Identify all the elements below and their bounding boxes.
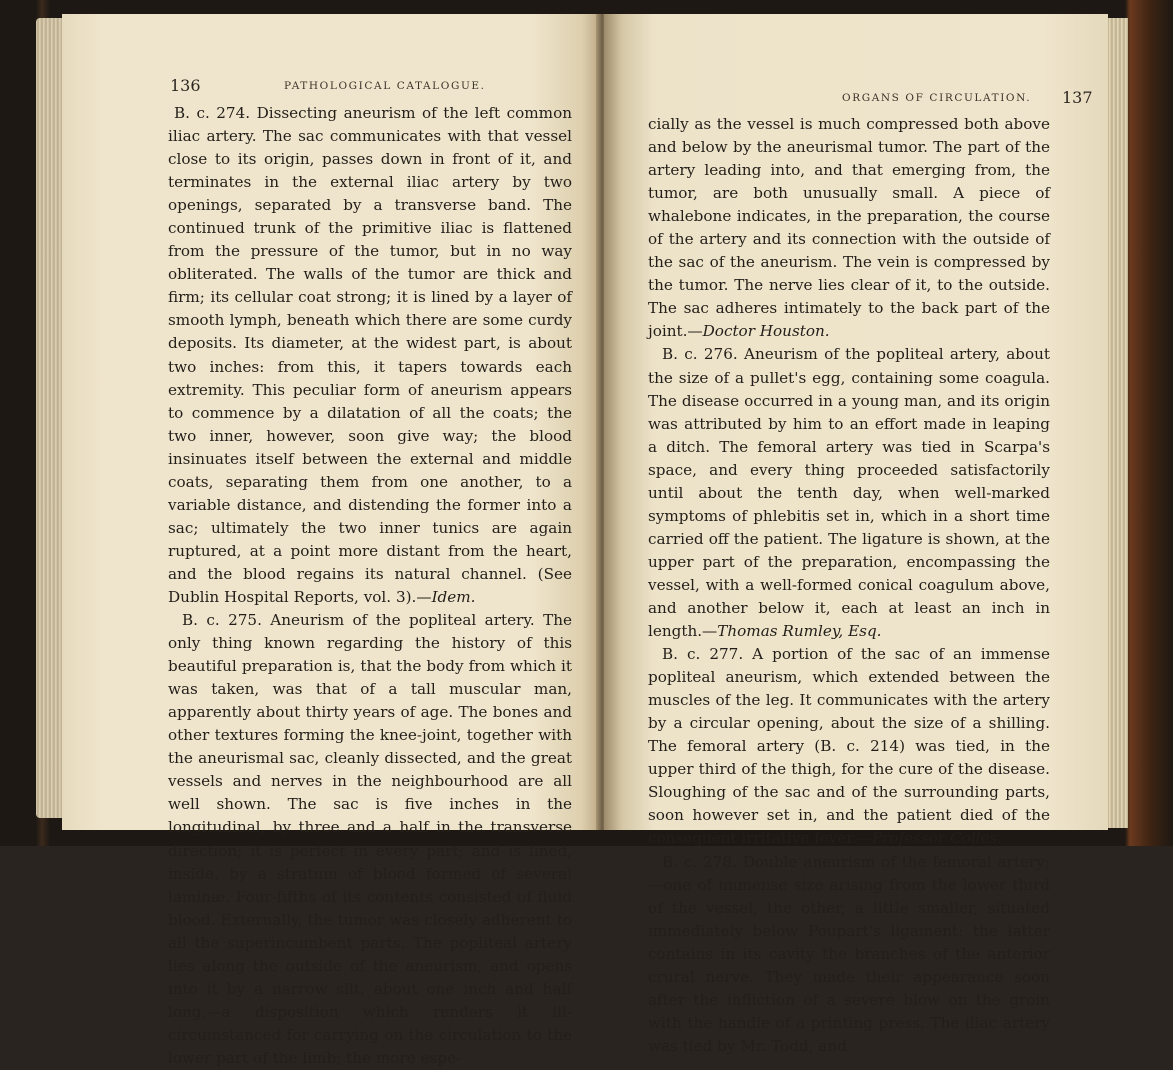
entry-attribution: Professor Colles. [871, 829, 1003, 848]
left-page-number: 136 [170, 76, 201, 95]
entry-continuation [648, 113, 1050, 343]
entry-text: A portion of the sac of an immense popliteal aneurism, which extended between the muscles of the leg. It communicates with the artery by a circular opening, about the size of a shilling. The femoral artery (B. c. 214) was tied, in the upper third of the thigh, for the cure of the disease. Sloughing of the sac and of the surrounding parts, soon however set in, and the patient died of the consequent irritative fever.— [648, 645, 1050, 848]
entry-label: B. c. 276. [662, 345, 738, 364]
entry-b-c-274 [168, 102, 572, 609]
right-page-number: 137 [1062, 88, 1093, 107]
left-running-head: PATHOLOGICAL CATALOGUE. [284, 80, 486, 92]
entry-label: B. c. 275. [182, 611, 262, 630]
right-page [604, 14, 1108, 1055]
entry-label: B. c. 277. [662, 645, 744, 664]
entry-text: Aneurism of the popliteal artery. The only thing known regarding the history of this beautiful preparation is, that the body from which it was taken, was that of a tall muscular man, apparently about thirty years of age. The bones and other textures forming the knee-joint, together with the aneurismal sac, cleanly dissected, and the great vessels and nerves in the neighbourhood are all well shown. The sac is five inches in the longitudinal, by three and a half in the transverse direction; it is perfect in every part; and is lined, inside, by a stratum of blood formed of several laminæ. Four-fifths of its contents consisted of fluid blood. Externally, the tumor was closely adherent to all the superincumbent parts. The popliteal artery lies along the outside of the aneurism, and opens into it by a narrow slit, about one inch and half long,—a disposition which renders it ill-circumstanced for carrying on the circulation to the lower part of the limb; the more espe- [168, 611, 572, 1067]
entry-b-c-277 [648, 643, 1050, 850]
entry-label: B. c. 278. [662, 852, 737, 871]
left-body-text [168, 102, 572, 1070]
entry-b-c-276 [648, 343, 1050, 643]
entry-text: Double aneurism of the femoral artery;—one of immense size arising from the lower third of the vessel, the other, a little smaller, situated immediately below Poupart's ligament: the latter contains in its cavity the branches of the anterior crural nerve. They made their appearance soon after the infliction of a severe blow on the groin with the handle of a printing press. The iliac artery was tied by Mr. Todd, and [648, 852, 1050, 1055]
right-running-head: ORGANS OF CIRCULATION. [842, 92, 1032, 104]
entry-text: Aneurism of the popliteal artery, about the size of a pullet's egg, containing some coagula. The disease occurred in a young man, and its origin was attributed by him to an effort made in leaping a ditch. The femoral artery was tied in Scarpa's space, and every thing proceeded satisfactorily until about the tenth day, when well-marked symptoms of phlebitis set in, which in a short time carried off the patient. The ligature is shown, at the upper part of the preparation, encompassing the vessel, with a well-formed conical coagulum above, and another below it, each at least an inch in length.— [648, 345, 1050, 641]
left-page [62, 14, 602, 1067]
entry-text: Dissecting aneurism of the left common iliac artery. The sac communicates with that vessel close to its origin, passes down in front of it, and terminates in the external iliac artery by two openings, separated by a transverse band. The continued trunk of the primitive iliac is flattened from the pressure of the tumor, but in no way obliterated. The walls of the tumor are thick and firm; its cellular coat strong; it is lined by a layer of smooth lymph, beneath which there are some curdy deposits. Its diameter, at the widest part, is about two inches: from this, it tapers towards each extremity. This peculiar form of aneurism appears to commence by a dilatation of all the coats; the two inner, however, soon give way; the blood insinuates itself between the external and middle coats, separating them from one another, to a variable distance, and distending the former into a sac; ultimately the two inner tunics are again ruptured, at a point more distant from the heart, and the blood regains its natural channel. (See Dublin Hospital Reports, vol. 3).— [168, 104, 572, 606]
entry-b-c-275 [168, 609, 572, 1070]
entry-b-c-278 [648, 851, 1050, 1058]
entry-attribution: Thomas Rumley, Esq. [717, 622, 882, 641]
entry-attribution: Doctor Houston. [702, 322, 830, 341]
right-page-edges [1106, 18, 1128, 828]
entry-label: B. c. 274. [174, 104, 251, 122]
entry-text: cially as the vessel is much compressed both above and below by the aneurismal tumor. The part of the artery leading into, and that emerging from, the tumor, are both unusually small. A piece of whalebone indicates, in the preparation, the course of the artery and its connection with the outside of the sac of the aneurism. The vein is compressed by the tumor. The nerve lies clear of it, to the outside. The sac adheres intimately to the back part of the joint.— [648, 115, 1050, 341]
right-body-text [648, 113, 1050, 1058]
entry-attribution: Idem. [431, 587, 476, 606]
